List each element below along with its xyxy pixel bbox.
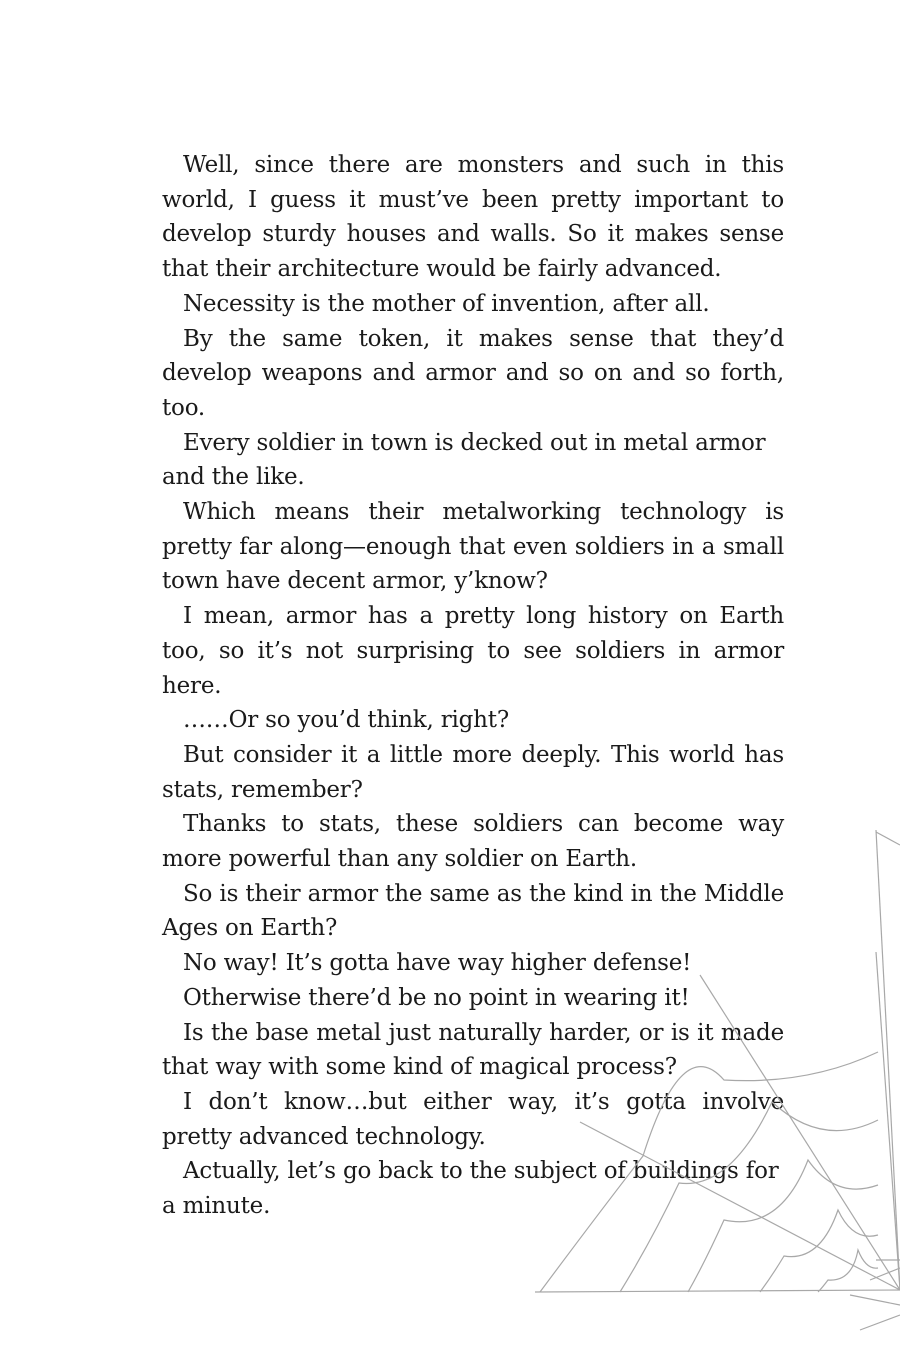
paragraph: Necessity is the mother of invention, after all. — [183, 290, 710, 317]
body-text — [162, 148, 784, 1224]
paragraph: So is their armor the same as the kind in the Middle Ages on Earth? — [162, 880, 784, 942]
paragraph: Actually, let’s go back to the subject of buildings for a minute. — [162, 1158, 779, 1220]
paragraph: I mean, armor has a pretty long history on Earth too, so it’s not surprising to see soldiers in armor here. — [162, 603, 784, 699]
paragraph: Is the base metal just naturally harder, or is it made that way with some kind of magical process? — [162, 1019, 784, 1081]
paragraph: But consider it a little more deeply. This world has stats, remember? — [162, 741, 784, 803]
paragraph: Otherwise there’d be no point in wearing it! — [183, 984, 690, 1011]
paragraph: ……Or so you’d think, right? — [183, 707, 509, 734]
paragraph: No way! It’s gotta have way higher defense! — [183, 950, 692, 977]
paragraph: By the same token, it makes sense that they’d develop weapons and armor and so on and so forth, too. — [162, 325, 784, 421]
paragraph: Every soldier in town is decked out in metal armor and the like. — [162, 429, 766, 491]
paragraph: Which means their metalworking technology is pretty far along—enough that even soldiers in a small town have decent armor, y’know? — [162, 499, 784, 595]
paragraph: Thanks to stats, these soldiers can become way more powerful than any soldier on Earth. — [162, 811, 784, 873]
paragraph: Well, since there are monsters and such in this world, I guess it must’ve been pretty important to develop sturdy houses and walls. So it makes sense that their architecture would be fairly advanced. — [162, 152, 784, 283]
paragraph: I don’t know…but either way, it’s gotta involve pretty advanced technology. — [162, 1088, 784, 1150]
